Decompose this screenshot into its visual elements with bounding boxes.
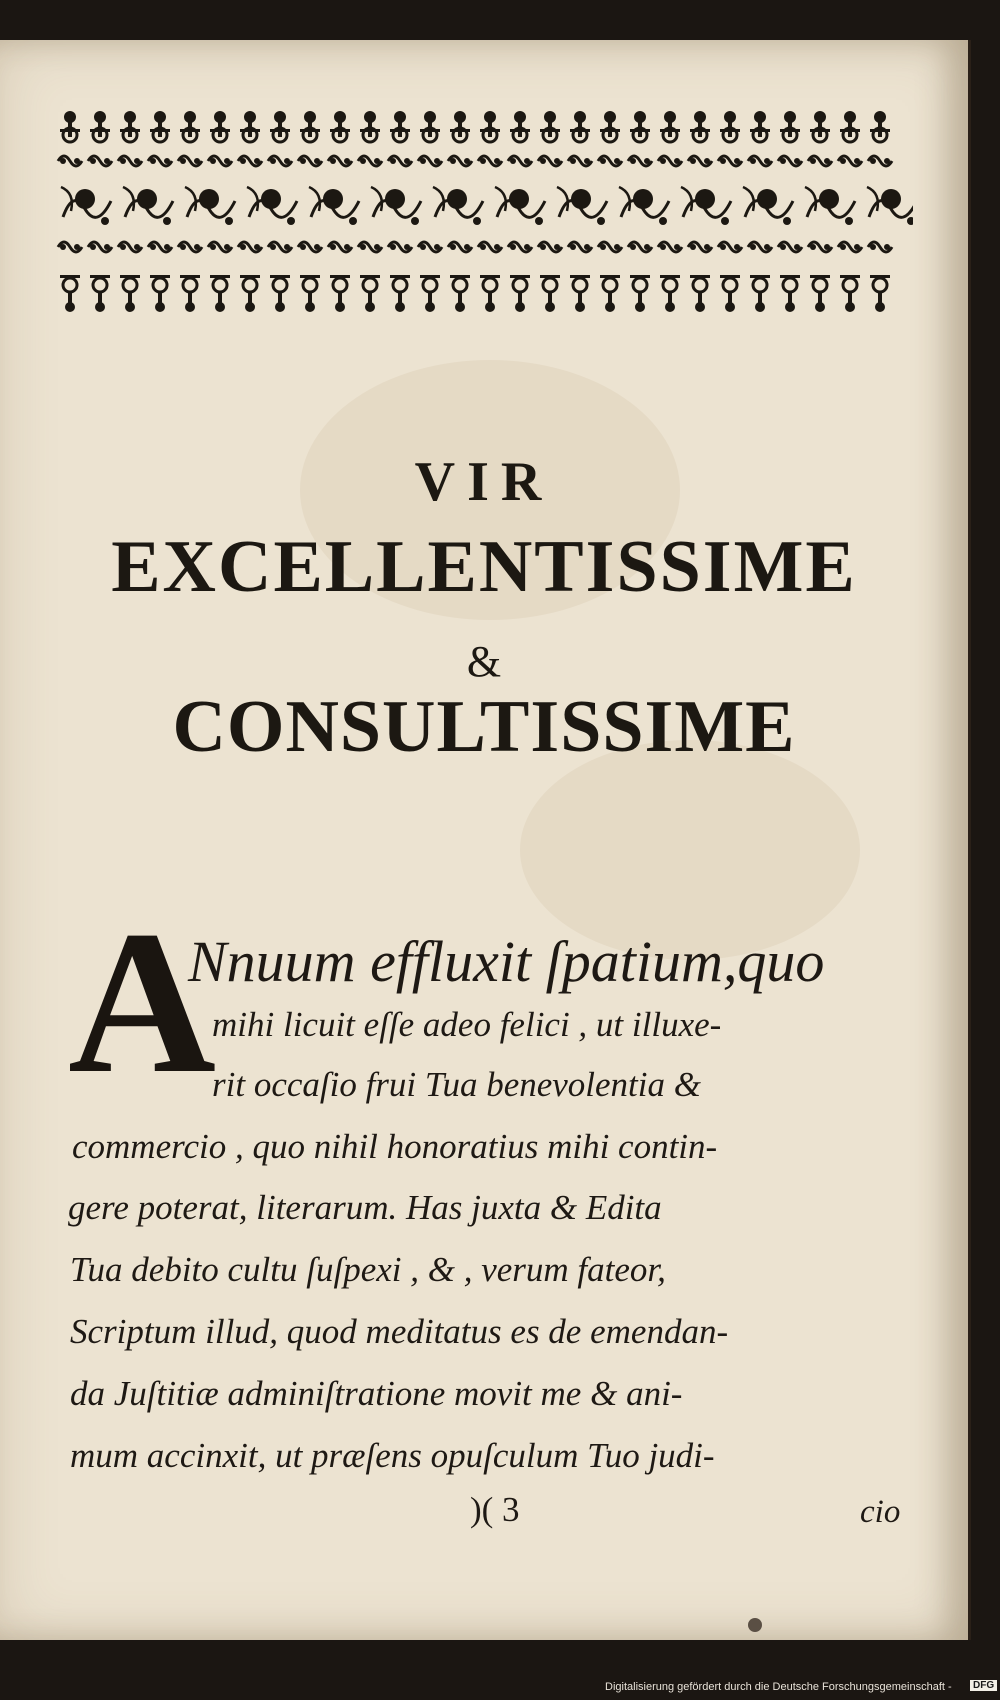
book-page xyxy=(0,40,971,1640)
heading-excellentissime: EXCELLENTISSIME xyxy=(111,526,857,608)
decorative-headpiece xyxy=(55,107,913,327)
catchword: cio xyxy=(860,1494,901,1530)
dfg-logo: DFG xyxy=(970,1680,997,1691)
digitization-credit: Digitalisierung gefördert durch die Deutsche Forschungsgemeinschaft - xyxy=(605,1681,952,1693)
text-line: mum accinxit, ut præſens opuſculum Tuo judi- xyxy=(70,1436,715,1475)
text-line: Scriptum illud, quod meditatus es de emendan- xyxy=(70,1312,729,1351)
heading-ampersand: & xyxy=(466,637,502,686)
text-line: da Juſtitiæ adminiſtratione movit me & ani- xyxy=(70,1374,683,1413)
text-line: rit occaſio frui Tua benevolentia & xyxy=(212,1065,701,1104)
drop-cap: A xyxy=(68,889,217,1116)
text-line: Tua debito cultu ſuſpexi , & , verum fateor, xyxy=(70,1250,666,1289)
paper-stain xyxy=(520,740,860,960)
heading-vir: VIR xyxy=(414,451,554,513)
text-line: commercio , quo nihil honoratius mihi contin- xyxy=(72,1127,718,1166)
signature-mark: )( 3 xyxy=(470,1490,520,1529)
text-line: Nnuum effluxit ſpatium,quo xyxy=(188,929,825,994)
heading-consultissime: CONSULTISSIME xyxy=(172,686,796,768)
text-line: mihi licuit eſſe adeo felici , ut illuxe- xyxy=(212,1005,722,1044)
text-line: gere poterat, literarum. Has juxta & Edita xyxy=(68,1188,662,1227)
ink-speck xyxy=(748,1618,762,1632)
